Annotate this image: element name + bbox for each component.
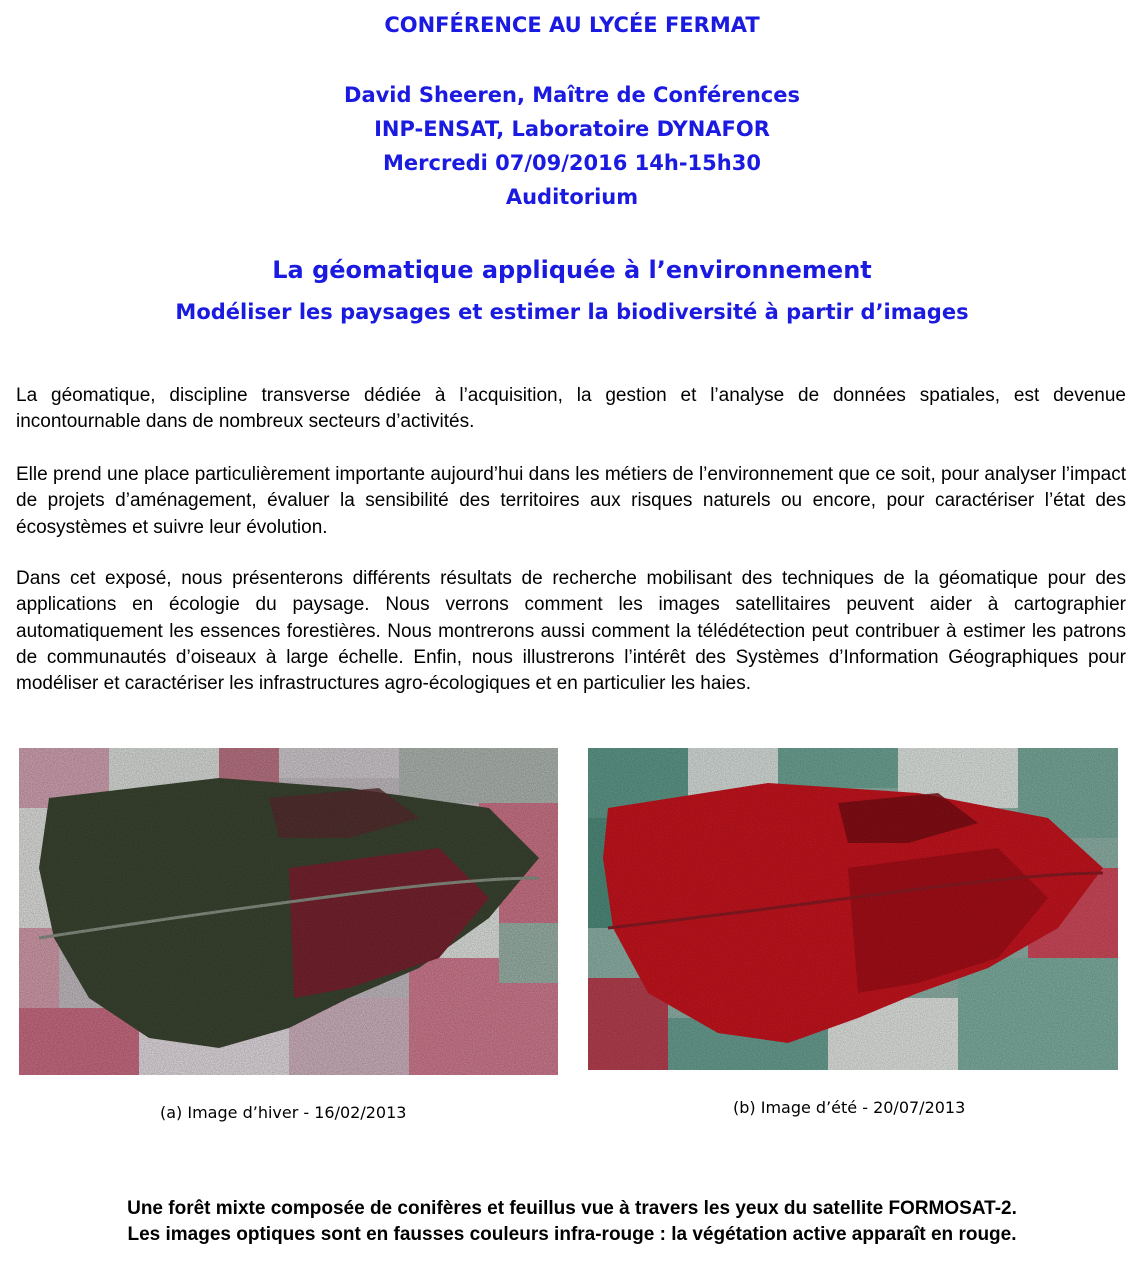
event-datetime: Mercredi 07/09/2016 14h-15h30 <box>383 151 761 175</box>
figure-description <box>0 1196 1144 1248</box>
conference-label: CONFÉRENCE AU LYCÉE FERMAT <box>384 13 760 37</box>
speaker-block <box>0 78 1144 214</box>
description-line-2: Les images optiques sont en fausses couleurs infra-rouge : la végétation active apparaît en rouge. <box>127 1224 1017 1245</box>
speaker-affiliation: INP-ENSAT, Laboratoire DYNAFOR <box>374 117 770 141</box>
conference-heading <box>0 8 1144 42</box>
summer-satellite-image <box>588 748 1118 1070</box>
description-line-1: Une forêt mixte composée de conifères et feuillus vue à travers les yeux du satellite FORMOSAT-2. <box>127 1198 1017 1219</box>
event-venue: Auditorium <box>505 185 639 209</box>
talk-title: La géomatique appliquée à l’environnement <box>272 256 872 284</box>
speaker-name: David Sheeren, Maître de Conférences <box>344 83 800 107</box>
abstract-paragraph-2: Elle prend une place particulièrement importante aujourd’hui dans les métiers de l’environnement que ce soit, pour analyser l’impact de projets d’aménagement, évaluer la sensibilité des territoires aux risques naturels ou encore, pour caractériser l’état des écosystèmes et suivre leur évolution. <box>16 464 1126 538</box>
figure-b-caption: (b) Image d’été - 20/07/2013 <box>733 1098 966 1117</box>
winter-satellite-image <box>19 748 558 1075</box>
abstract-paragraph-1: La géomatique, discipline transverse dédiée à l’acquisition, la gestion et l’analyse de données spatiales, est devenue incontournable dans de nombreux secteurs d’activités. <box>16 385 1126 433</box>
talk-subtitle: Modéliser les paysages et estimer la biodiversité à partir d’images <box>175 300 969 324</box>
figure-a-caption: (a) Image d’hiver - 16/02/2013 <box>160 1103 407 1122</box>
abstract-paragraph-3: Dans cet exposé, nous présenterons différents résultats de recherche mobilisant des techniques de la géomatique pour des applications en écologie du paysage. Nous verrons comment les images satellitaires peuvent aider à cartographier automatiquement les essences forestières. Nous montrerons aussi comment la télédétection peut contribuer à estimer les patrons de communautés d’oiseaux à large échelle. Enfin, nous illustrerons l’intérêt des Systèmes d’Information Géographiques pour modéliser et caractériser les infrastructures agro-écologiques et en particulier les haies. <box>16 568 1126 695</box>
